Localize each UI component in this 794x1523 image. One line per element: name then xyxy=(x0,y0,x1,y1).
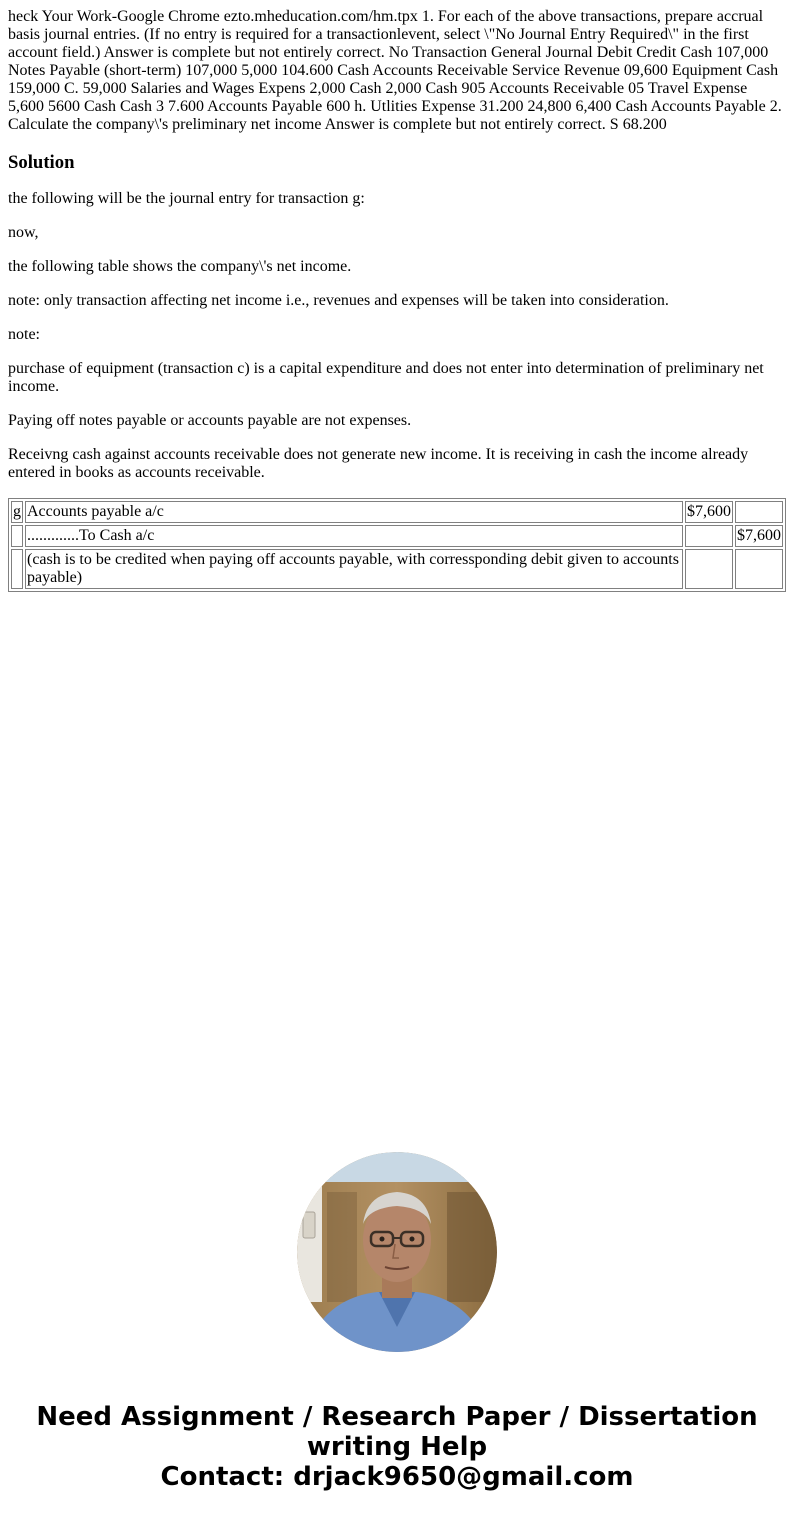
debit-cell xyxy=(685,525,733,547)
author-avatar xyxy=(297,1152,497,1352)
transaction-ref-cell: g xyxy=(11,501,23,523)
table-row xyxy=(11,501,783,523)
solution-heading: Solution xyxy=(8,152,75,173)
promo-contact: Contact: drjack9650@gmail.com xyxy=(160,1462,634,1492)
credit-cell xyxy=(735,549,783,589)
table-row xyxy=(11,525,783,547)
question-text: heck Your Work-Google Chrome ezto.mheducation.com/hm.tpx 1. For each of the above transactions, prepare accrual basis journal entries. (If no entry is required for a transactionlevent, select \"No Journal Entry Required\" in the first account field.) Answer is complete but not entirely correct. No Transaction General Journal Debit Credit Cash 107,000 Notes Payable (short-term) 107,000 5,000 104.600 Cash Accounts Receivable Service Revenue 09,600 Equipment Cash 159,000 C. 59,000 Salaries and Wages Expens 2,000 Cash 2,000 Cash 905 Accounts Receivable 05 Travel Expense 5,600 5600 Cash Cash 3 7.600 Accounts Payable 600 h. Utlities Expense 31.200 24,800 6,400 Cash Accounts Payable 2. Calculate the company\'s preliminary net income Answer is complete but not entirely correct. S 68.200 xyxy=(8,8,782,133)
solution-paragraph: the following table shows the company\'s net income. xyxy=(8,258,352,275)
solution-paragraph: now, xyxy=(8,224,39,241)
solution-paragraph: Receivng cash against accounts receivable does not generate new income. It is receiving in cash the income already entered in books as accounts receivable. xyxy=(8,446,749,481)
solution-paragraph: the following will be the journal entry for transaction g: xyxy=(8,190,365,207)
account-cell: (cash is to be credited when paying off accounts payable, with corressponding debit given to accounts payable) xyxy=(25,549,683,589)
solution-paragraph: purchase of equipment (transaction c) is a capital expenditure and does not enter into determination of preliminary net income. xyxy=(8,360,764,395)
debit-cell xyxy=(685,549,733,589)
debit-cell: $7,600 xyxy=(685,501,733,523)
transaction-ref-cell xyxy=(11,549,23,589)
page-content xyxy=(0,0,794,592)
credit-cell xyxy=(735,501,783,523)
promo-line: writing Help xyxy=(306,1432,488,1462)
journal-entry-table xyxy=(8,498,786,592)
account-cell: Accounts payable a/c xyxy=(25,501,683,523)
credit-cell: $7,600 xyxy=(735,525,783,547)
promo-text xyxy=(0,1402,794,1492)
transaction-ref-cell xyxy=(11,525,23,547)
promo-line: Need Assignment / Research Paper / Dissertation xyxy=(36,1402,758,1432)
account-cell: .............To Cash a/c xyxy=(25,525,683,547)
solution-paragraph: note: xyxy=(8,326,40,343)
table-row xyxy=(11,549,783,589)
promo-footer xyxy=(0,1152,794,1492)
solution-paragraph: Paying off notes payable or accounts payable are not expenses. xyxy=(8,412,412,429)
solution-paragraph: note: only transaction affecting net income i.e., revenues and expenses will be taken into consideration. xyxy=(8,292,669,309)
